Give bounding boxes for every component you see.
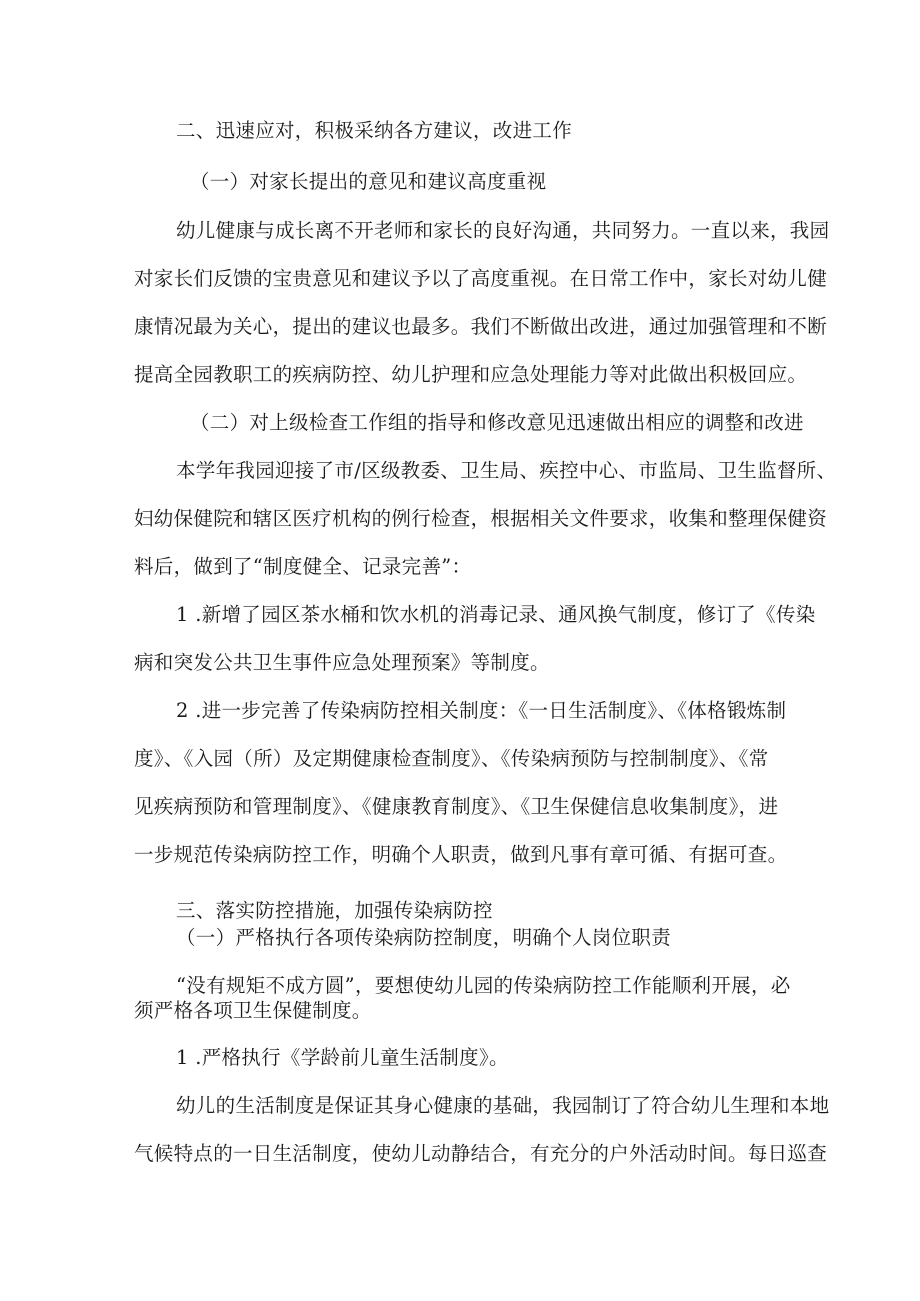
list-item-line: 1 .严格执行《学龄前儿童生活制度》。 [176, 1046, 509, 1069]
paragraph-line: 须严格各项卫生保健制度。 [134, 999, 372, 1022]
paragraph-line: 幼儿健康与成长离不开老师和家长的良好沟通，共同努力。一直以来，我园 [176, 219, 830, 242]
list-item-line: 一步规范传染病防控工作，明确个人职责，做到凡事有章可循、有据可查。 [134, 843, 788, 866]
paragraph-line: “没有规矩不成方圆”，要想使幼儿园的传染病防控工作能顺利开展，必 [176, 974, 791, 997]
section-2-sub-1-heading: （一）对家长提出的意见和建议高度重视 [190, 170, 547, 193]
paragraph-line: 对家长们反馈的宝贵意见和建议予以了高度重视。在日常工作中，家长对幼儿健 [134, 267, 828, 290]
section-2-sub-2-heading: （二）对上级检查工作组的指导和修改意见迅速做出相应的调整和改进 [190, 411, 804, 434]
paragraph-line: 幼儿的生活制度是保证其身心健康的基础，我园制订了符合幼儿生理和本地 [176, 1094, 830, 1117]
paragraph-line: 康情况最为关心，提出的建议也最多。我们不断做出改进，通过加强管理和不断 [134, 315, 828, 338]
list-item-line: 2 .进一步完善了传染病防控相关制度：《一日生活制度》、《体格锻炼制 [176, 699, 787, 722]
paragraph-line: 提高全园教职工的疾病防控、幼儿护理和应急处理能力等对此做出积极回应。 [134, 363, 808, 386]
paragraph-line: 妇幼保健院和辖区医疗机构的例行检查，根据相关文件要求，收集和整理保健资 [134, 507, 828, 530]
section-3-heading: 三、落实防控措施，加强传染病防控 [176, 899, 493, 922]
paragraph-line: 气候特点的一日生活制度，使幼儿动静结合，有充分的户外活动时间。每日巡查 [134, 1142, 828, 1165]
list-item-line: 见疾病预防和管理制度》、《健康教育制度》、《卫生保健信息收集制度》，进 [134, 795, 779, 818]
section-2-heading: 二、迅速应对，积极采纳各方建议，改进工作 [176, 119, 573, 142]
list-item-line: 病和突发公共卫生事件应急处理预案》等制度。 [134, 651, 550, 674]
list-item-line: 1 .新增了园区茶水桶和饮水机的消毒记录、通风换气制度，修订了《传染 [176, 603, 816, 626]
section-3-sub-1-heading: （一）严格执行各项传染病防控制度，明确个人岗位职责 [176, 926, 672, 949]
list-item-line: 度》、《入园（所）及定期健康检查制度》、《传染病预防与控制制度》、《常 [134, 747, 769, 770]
paragraph-line: 料后，做到了“制度健全、记录完善”： [134, 555, 472, 578]
paragraph-line: 本学年我园迎接了市/区级教委、卫生局、疾控中心、市监局、卫生监督所、 [176, 459, 837, 482]
